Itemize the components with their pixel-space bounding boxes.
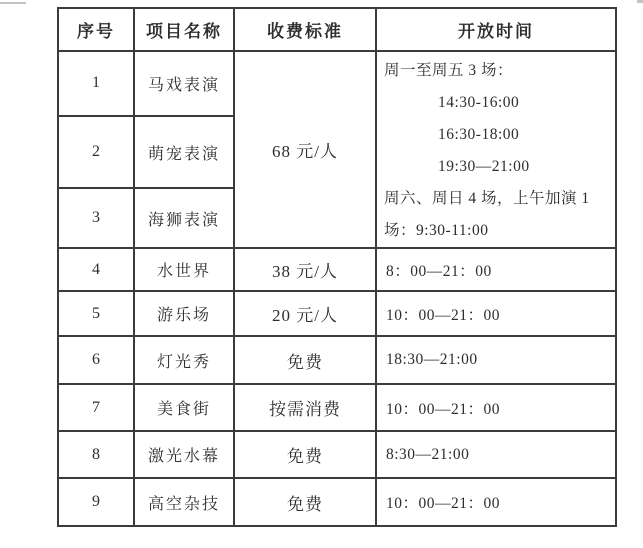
schedule-line: 19:30—21:00 bbox=[438, 158, 530, 175]
row-number-cell: 1 bbox=[58, 51, 134, 116]
header-row bbox=[58, 8, 616, 51]
row-number-cell: 6 bbox=[58, 336, 134, 384]
schedule-line: 14:30-16:00 bbox=[438, 94, 520, 111]
time-cell: 8:30—21:00 bbox=[376, 431, 616, 478]
col-header-opening-hours: 开放时间 bbox=[376, 8, 616, 51]
time-cell: 10：00—21：00 bbox=[376, 478, 616, 526]
project-name-cell: 水世界 bbox=[134, 248, 234, 291]
project-name-cell: 马戏表演 bbox=[134, 51, 234, 116]
edge-artifact-top-right bbox=[637, 0, 643, 3]
price-schedule-table bbox=[57, 7, 617, 527]
project-name-cell: 高空杂技 bbox=[134, 478, 234, 526]
schedule-line: 16:30-18:00 bbox=[438, 126, 520, 143]
schedule-line: 场：9:30-11:00 bbox=[384, 222, 489, 239]
time-cell: 18:30—21:00 bbox=[376, 336, 616, 384]
row-number-cell: 3 bbox=[58, 188, 134, 248]
fee-cell: 免费 bbox=[234, 336, 376, 384]
fee-cell: 免费 bbox=[234, 478, 376, 526]
time-cell: 10：00—21：00 bbox=[376, 384, 616, 431]
row-number-cell: 8 bbox=[58, 431, 134, 478]
table-row bbox=[58, 248, 616, 291]
row-number-cell: 2 bbox=[58, 116, 134, 188]
fee-cell: 按需消费 bbox=[234, 384, 376, 431]
table-row bbox=[58, 478, 616, 526]
table-row bbox=[58, 384, 616, 431]
schedule-line: 周一至周五 3 场： bbox=[384, 62, 514, 79]
fee-cell: 38 元/人 bbox=[234, 248, 376, 291]
row-number-cell: 7 bbox=[58, 384, 134, 431]
project-name-cell: 美食街 bbox=[134, 384, 234, 431]
fee-cell: 免费 bbox=[234, 431, 376, 478]
row-number-cell: 5 bbox=[58, 291, 134, 336]
col-header-index: 序号 bbox=[58, 8, 134, 51]
project-name-cell: 灯光秀 bbox=[134, 336, 234, 384]
project-name-cell: 激光水幕 bbox=[134, 431, 234, 478]
edge-artifact-top-left bbox=[0, 2, 26, 4]
project-name-cell: 萌宠表演 bbox=[134, 116, 234, 188]
col-header-fee-standard: 收费标准 bbox=[234, 8, 376, 51]
time-cell: 8：00—21：00 bbox=[376, 248, 616, 291]
project-name-cell: 海狮表演 bbox=[134, 188, 234, 248]
schedule-line: 周六、周日 4 场，上午加演 1 bbox=[384, 190, 590, 207]
table-row bbox=[58, 51, 616, 116]
table-row bbox=[58, 431, 616, 478]
col-header-project-name: 项目名称 bbox=[134, 8, 234, 51]
row-number-cell: 9 bbox=[58, 478, 134, 526]
row-number-cell: 4 bbox=[58, 248, 134, 291]
table-row bbox=[58, 336, 616, 384]
merged-schedule-cell bbox=[376, 51, 616, 248]
merged-fee-cell: 68 元/人 bbox=[234, 51, 376, 248]
project-name-cell: 游乐场 bbox=[134, 291, 234, 336]
table-row bbox=[58, 291, 616, 336]
time-cell: 10：00—21：00 bbox=[376, 291, 616, 336]
fee-cell: 20 元/人 bbox=[234, 291, 376, 336]
